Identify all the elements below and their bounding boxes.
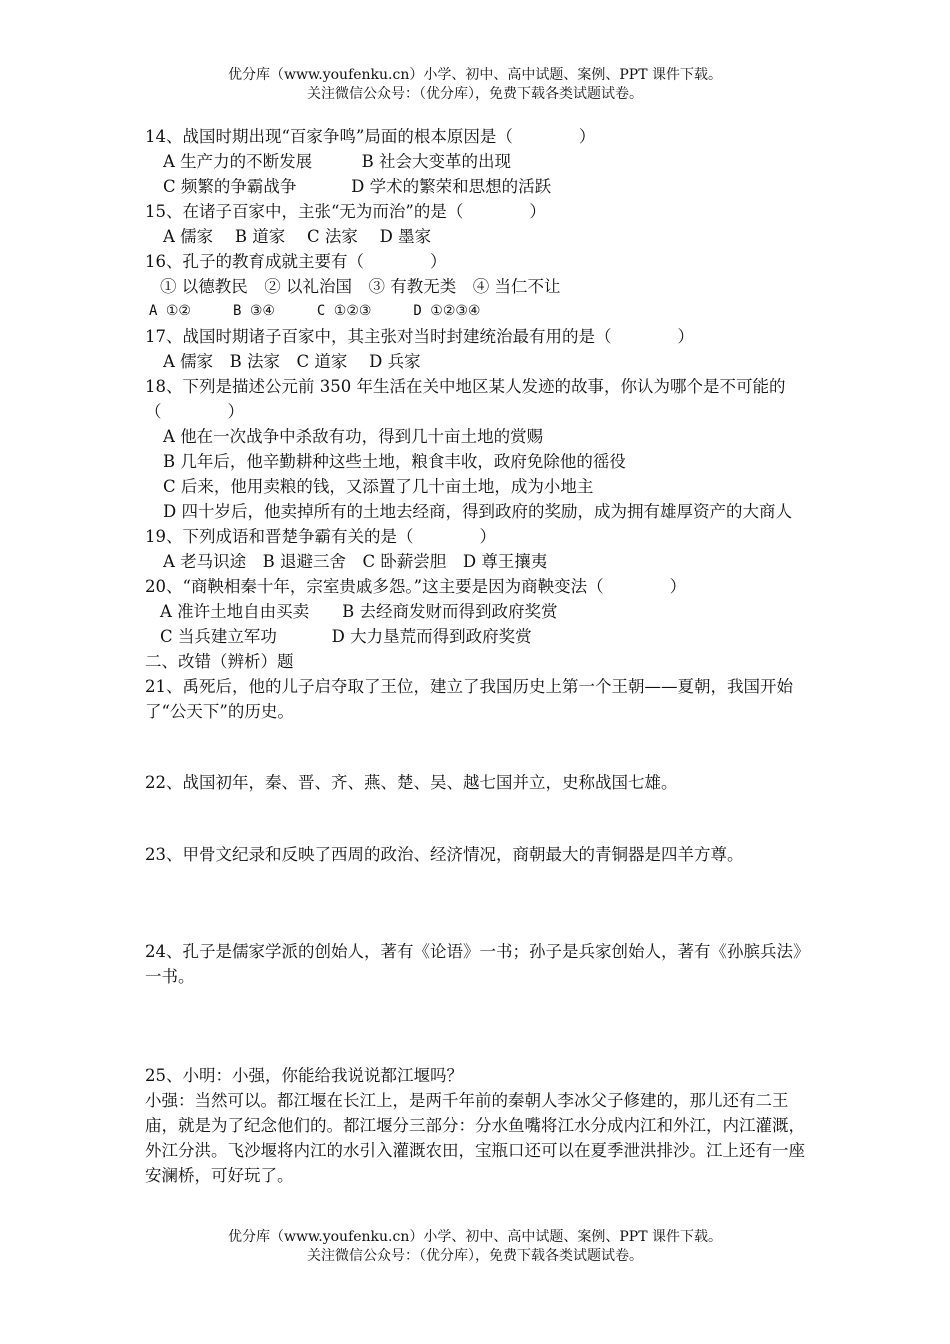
exam-content: [145, 124, 817, 1188]
answer-option-c: C 后来，他用卖粮的钱，又添置了几十亩土地，成为小地主: [163, 477, 594, 496]
page-footer: [0, 1228, 950, 1266]
question-stem: 18、下列是描述公元前 350 年生活在关中地区某人发迹的故事，你认为哪个是不可能的（ ）: [145, 377, 786, 421]
header-line-2: 关注微信公众号：（优分库），免费下载各类试题试卷。: [307, 86, 643, 102]
footer-line-2: 关注微信公众号：（优分库），免费下载各类试题试卷。: [307, 1248, 643, 1264]
answer-options: A ①② B ③④ C ①②③ D ①②③④: [149, 303, 481, 319]
question-15: [145, 199, 817, 249]
question-17: [145, 324, 817, 374]
question-19: [145, 524, 817, 574]
answer-options: A 老马识途 B 退避三舍 C 卧薪尝胆 D 尊王攘夷: [163, 552, 548, 571]
question-stem: 17、战国时期诸子百家中，其主张对当时封建统治最有用的是（ ）: [145, 327, 694, 346]
answer-options: A 生产力的不断发展 B 社会大变革的出现: [163, 152, 512, 171]
dialogue-line-2: 小强：当然可以。都江堰在长江上，是两千年前的秦朝人李冰父子修建的，那儿还有二王庙，就是为了纪念他们的。都江堰分三部分：分水鱼嘴将江水分成内江和外江，内江灌溉，外江分洪。飞沙堰将内江的水引入灌溉农田，宝瓶口还可以在夏季泄洪排沙。江上还有一座安澜桥，可好玩了。: [145, 1091, 805, 1185]
footer-line-1: 优分库（www.youfenku.cn）小学、初中、高中试题、案例、PPT 课件下载。: [227, 1229, 722, 1245]
statement-items: ① 以德教民 ② 以礼治国 ③ 有教无类 ④ 当仁不让: [160, 277, 561, 296]
answer-options: A 儒家 B 法家 C 道家 D 兵家: [163, 352, 421, 371]
answer-option-d: D 四十岁后，他卖掉所有的土地去经商，得到政府的奖励，成为拥有雄厚资产的大商人: [163, 502, 792, 521]
answer-space: [145, 795, 817, 842]
answer-option-a: A 他在一次战争中杀敌有功，得到几十亩土地的赏赐: [163, 427, 544, 446]
question-25: [145, 1063, 817, 1188]
answer-options: C 频繁的争霸战争 D 学术的繁荣和思想的活跃: [163, 177, 552, 196]
page-header: [0, 66, 950, 104]
question-stem: 16、孔子的教育成就主要有（ ）: [145, 252, 447, 271]
answer-space: [145, 867, 817, 939]
answer-options: C 当兵建立军功 D 大力垦荒而得到政府奖赏: [160, 627, 532, 646]
question-stem: 19、下列成语和晋楚争霸有关的是（ ）: [145, 527, 496, 546]
question-21: 21、禹死后，他的儿子启夺取了王位，建立了我国历史上第一个王朝——夏朝，我国开始了“公天下”的历史。: [145, 677, 793, 721]
question-24: 24、孔子是儒家学派的创始人，著有《论语》一书；孙子是兵家创始人，著有《孙膑兵法》一书。: [145, 942, 810, 986]
question-stem: 14、战国时期出现“百家争鸣”局面的根本原因是（ ）: [145, 127, 596, 146]
answer-space: [145, 724, 817, 770]
question-18: [145, 374, 817, 524]
question-stem: 20、“商鞅相秦十年，宗室贵戚多怨。”这主要是因为商鞅变法（ ）: [145, 577, 687, 596]
question-23: 23、甲骨文纪录和反映了西周的政治、经济情况，商朝最大的青铜器是四羊方尊。: [145, 845, 744, 864]
question-14: [145, 124, 817, 199]
question-20: [145, 574, 817, 649]
question-16: [145, 249, 817, 324]
answer-space: [145, 989, 817, 1063]
question-22: 22、战国初年，秦、晋、齐、燕、楚、吴、越七国并立，史称战国七雄。: [145, 773, 678, 792]
answer-options: A 儒家 B 道家 C 法家 D 墨家: [163, 227, 432, 246]
question-stem: 15、在诸子百家中，主张“无为而治”的是（ ）: [145, 202, 546, 221]
answer-options: A 准许土地自由买卖 B 去经商发财而得到政府奖赏: [160, 602, 558, 621]
answer-option-b: B 几年后，他辛勤耕种这些土地，粮食丰收，政府免除他的徭役: [163, 452, 626, 471]
dialogue-line-1: 25、小明：小强，你能给我说说都江堰吗？: [145, 1066, 463, 1085]
section-heading: 二、改错（辨析）题: [145, 652, 294, 671]
header-line-1: 优分库（www.youfenku.cn）小学、初中、高中试题、案例、PPT 课件下载。: [227, 67, 722, 83]
